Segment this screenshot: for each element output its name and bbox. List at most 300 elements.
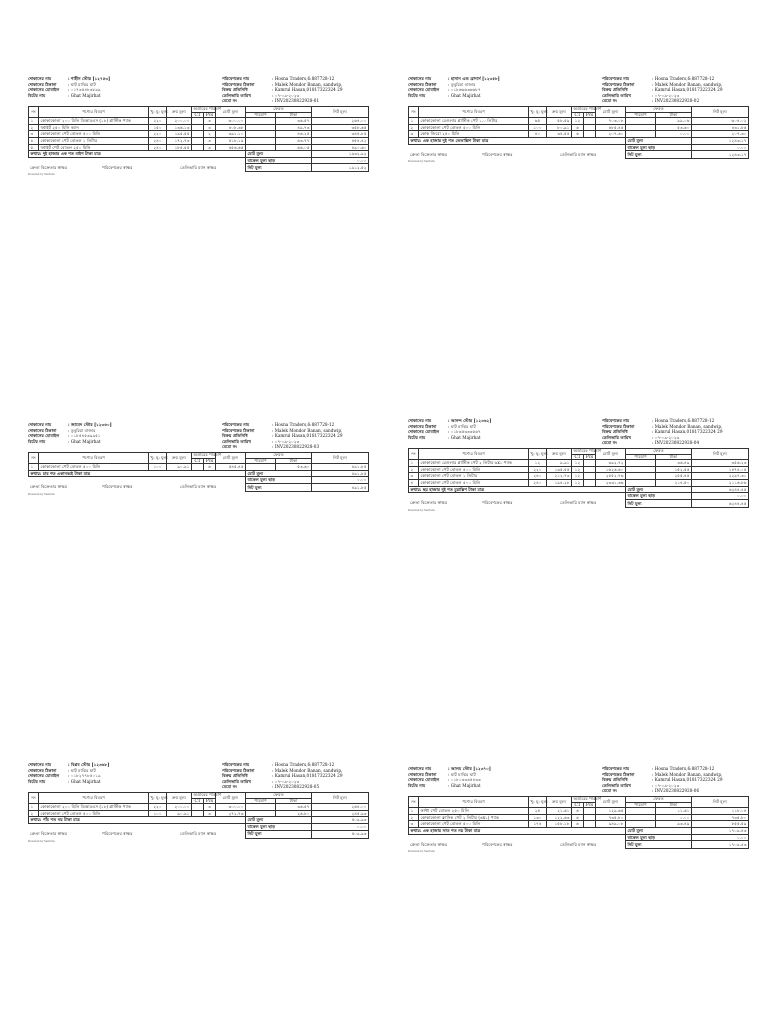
shop-name-value: : জাবেদ স্টোর [১২৩৬০] [68,422,112,427]
sales-rep-label: বিক্রয় প্রতিনিধি [222,87,248,93]
col-header-ctn: CT [192,112,204,118]
col-header-return-amount: টাকা [276,458,312,464]
item-sl: ৪ [29,137,39,144]
words-row [409,486,749,493]
item-ctn [192,118,204,125]
item-net: ৭৩৫.৮০ [692,814,749,821]
item-mrp: ২৪০ [149,137,167,144]
item-rate: ৫৮.৫৯ [547,118,572,125]
shop-name-value: : শাহীন স্টোর [১২৭৫৩] [68,76,111,81]
shop-address-label: দোকানের ঠিকানা [28,81,57,87]
distributor-info [602,76,748,104]
item-net: ৩৫৬.২৩ [692,460,749,467]
item-name: কোক জিরো ২৫০ মিলি [419,131,529,138]
footer-note: Powered by Ventura [28,839,55,843]
invoice-slip [28,762,368,843]
shop-phone-label: দোকানের মোবাইল [408,429,440,435]
col-header-return: ফেরত [626,107,692,113]
col-header-sl: নং [409,449,419,460]
item-net: ২১১৬.৮৬ [692,479,749,486]
item-pcs [584,118,596,125]
memo-number-label: মেমো নং [222,784,238,790]
item-ctn: ৬ [572,808,584,815]
invoice-header [408,418,748,448]
discount-row [29,823,369,830]
route-name-row [408,435,573,441]
item-ctn: ৬ [572,814,584,821]
discount-row [29,477,369,484]
item-return-amount: ৩৬.৪৯ [656,460,692,467]
item-name: কোকাকোলা রেগুলার প্লাস্টিক পেট ১.০ লিটার [419,118,529,125]
table-row [409,821,749,828]
route-name-row [28,779,193,785]
item-total: ৩০০.০০ [216,804,246,811]
total-label: মোট মূল্য [626,827,692,834]
col-header-net: নিট মূল্য [312,453,369,464]
words-row [29,470,369,477]
shop-phone-value: : ০১৮১৩৩৩৫৪৩৩ [448,777,481,783]
item-pcs: ২ [204,131,216,138]
shop-address-label: দোকানের ঠিকানা [28,427,57,433]
shop-info [28,422,193,444]
invoice-header [408,76,748,106]
distributor-name-label: পরিবেশকের নাম [602,766,630,771]
col-header-mrp: খু: মূ: মূল্য [529,107,547,118]
sales-rep-value: : Kamrul Hasan,01817322324 29 [652,429,723,435]
item-return-qty [246,144,276,151]
invoice-slip [408,766,748,854]
amount-in-words [29,151,246,158]
discount-value: ০.০০ [312,157,369,164]
col-header-return-amount: টাকা [276,798,312,804]
col-header-total: মোট মূল্য [596,797,626,808]
item-rate: ১৫৮.১৮ [547,821,572,828]
item-net: ২০৭.৩০ [692,131,749,138]
item-net: ৪৯১.৮৫ [312,464,369,471]
memo-number-label: মেমো নং [222,444,238,450]
item-ctn [192,137,204,144]
net-total-row [409,499,749,507]
item-total: ৩০০.০০ [216,118,246,125]
item-ctn: ১২ [572,118,584,125]
distributor-info [222,76,368,104]
col-header-product: পণ্যের বিবরণ [419,107,529,118]
item-total: ৭৩৫.৮০ [596,814,626,821]
shop-name-label: দোকানের নাম [28,76,52,81]
delivery-date-value: : ০৭-০৯-২০২৩ [652,782,680,788]
total-value: ৫০৯.৯৩ [312,817,369,824]
item-return-amount: ১৫২.৫৫ [656,466,692,473]
sales-rep-label: বিক্রয় প্রতিনিধি [602,777,628,783]
net-total-row [29,164,369,172]
shop-address-label: দোকানের ঠিকানা [408,771,437,777]
col-header-order-qty: অর্ডারের পরিমাণ [573,796,602,802]
item-total: ৩৯১.১০ [216,131,246,138]
col-header-product: পণ্যের বিবরণ [39,793,149,804]
item-mrp: ৬৫ [529,118,547,125]
total-label: মোট মূল্য [246,151,312,158]
discount-label: বাকেল মূল্য ছাড় [246,477,312,484]
signatures [410,500,624,507]
items-table [408,106,749,159]
item-total: ৫৪৫.৪৫ [216,464,246,471]
total-label: মোট মূল্য [626,137,692,144]
item-name: কোকাকোলা পেট বোতল ৫০০ মিলি [419,124,529,131]
table-row [29,137,369,144]
buyer-signature-label: ক্রেতা বিক্রেতার স্বাক্ষর [410,841,448,847]
item-return-amount: ১১.৬১ [656,808,692,815]
col-header-return-qty: পরিমাণ [246,798,276,804]
blank-cell [29,477,246,484]
item-mrp: ২৪০ [149,144,167,151]
col-header-total: মোট মূল্য [216,107,246,118]
distributor-address-label: পরিবেশকের ঠিকানা [222,81,255,87]
item-mrp: ২২০ [149,131,167,138]
route-name-row [408,93,573,99]
item-mrp: ১৩০ [529,814,547,821]
route-name-row [28,93,193,99]
col-header-mrp: খু: মূ: মূল্য [149,107,167,118]
item-rate: ৩৪.৫৫ [547,131,572,138]
col-header-product: পণ্যের বিবরণ [419,449,529,460]
item-return-amount: ০.০০ [656,131,692,138]
delivery-date-value: : ০৭-০৯-২০২৩ [652,434,680,440]
shop-address-value: : ডুবুরিয়া বাজার [448,81,476,87]
distributor-signature-label: পরিবেশকের স্বাক্ষর [102,484,133,490]
item-return-amount: ৪৯.৭৩ [276,124,312,131]
distributor-info [602,418,748,446]
item-net: ২৬৪.০০ [312,804,369,811]
net-total-label: নিট মূল্য [246,483,312,491]
distributor-address-value: : Malek Mondor Banan, sandwip, [272,81,343,87]
item-total: ৯৪৯.০৮ [596,821,626,828]
shop-address-value: : ঘাট মাঝির ঘাট [68,767,96,773]
route-name-label: বিটের নাম [408,434,426,440]
shop-phone-value: : ০১৮২৭৭৮৫০১৯ [68,773,101,779]
item-ctn [192,131,204,138]
sales-rep-label: বিক্রয় প্রতিনিধি [222,433,248,439]
shop-address-label: দোকানের ঠিকানা [408,81,437,87]
item-total: ৩৯২.৭২ [596,460,626,467]
delivery-signature-label: ডেলিভারি ম্যান স্বাক্ষর [180,831,217,837]
item-name: কোকাকোলা পেট বোতল ১ লিটার [419,473,529,480]
delivery-signature-label: ডেলিভারি ম্যান স্বাক্ষর [560,841,597,847]
memo-number-row [222,444,368,450]
item-name: কোকাকোলা ২০০ মিলি ডিআরএস (১৮) প্লাস্টিক প্যাক [39,804,149,811]
total-value: ১৭০৯.৪৩ [692,827,749,834]
footer-note: Powered by Ventura [28,173,55,177]
item-return-qty [246,137,276,144]
col-header-return-qty: পরিমাণ [626,112,656,118]
col-header-return: ফেরত [246,107,312,113]
amount-in-words [409,486,626,493]
col-header-net: নিট মূল্য [692,107,749,118]
item-sl: ১ [29,804,39,811]
item-name: কোকাকোলা পেট বোতল ৫০০ মিলি [39,810,149,817]
distributor-name-label: পরিবেশকের নাম [222,76,250,81]
item-return-amount: ৯৩.৪৯ [656,821,692,828]
item-name: কোকাকোলা রেগুলার প্লাস্টিক পেট ২ লিটার ৬x১ প্যাক [419,460,529,467]
item-return-qty [246,124,276,131]
memo-number-row [602,98,748,104]
memo-number-label: মেমো নং [602,98,618,104]
discount-label: বাকেল মূল্য ছাড় [626,144,692,151]
blank-cell [409,834,626,841]
sales-rep-value: : Kamrul Hasan,01817322324 29 [272,433,343,439]
item-mrp: ১০০ [149,464,167,471]
item-total: ৫৫৬.৬৫ [216,144,246,151]
discount-value: ০.০০ [692,834,749,841]
item-name: কোকাকোলা পেট বোতল ৫০০ মিলি [39,464,149,471]
amount-in-words [409,827,626,834]
item-rate: ৯০.৯১ [167,810,192,817]
shop-name-label: দোকানের নাম [28,762,52,767]
item-rate: ৯.৯১ [547,460,572,467]
items-table [28,106,369,172]
distributor-address-label: পরিবেশকের ঠিকানা [602,423,635,429]
delivery-date-label: ডেলিভারি তারিখ [222,92,252,98]
item-ctn [192,804,204,811]
words-row [409,827,749,834]
item-sl: ২ [409,814,419,821]
col-header-product: পণ্যের বিবরণ [39,107,149,118]
table-row [409,124,749,131]
item-mrp: ২৪০ [529,473,547,480]
sales-rep-value: : Kamrul Hasan,01817322324 29 [272,87,343,93]
col-header-pcs: Pcs [584,454,596,460]
memo-number-row [222,784,368,790]
item-sl: ২ [409,124,419,131]
distributor-signature-label: পরিবেশকের স্বাক্ষর [102,164,133,170]
item-rate: ১৯৪.২৮ [547,479,572,486]
item-rate: ১৩৬.১৩ [167,124,192,131]
net-total-value: ১২৪৩.১৭ [692,151,749,159]
item-name: কোকাকোলা পেট বোতল ৫০০ মিলি [39,131,149,138]
item-rate: ৯০.৯১ [167,464,192,471]
net-total-row [409,841,749,849]
item-net: ২২৯৭.৩১ [692,473,749,480]
discount-value: ০.০০ [692,144,749,151]
shop-info [408,76,573,98]
col-header-sl: নং [409,797,419,808]
item-return-qty [626,808,656,815]
buyer-signature-label: ক্রেতা বিক্রেতার স্বাক্ষর [410,151,448,157]
distributor-address-value: : Malek Mondor Banan, sandwip, [652,423,723,429]
route-name-value: : Ghat Majirhat [448,92,481,98]
col-header-return: ফেরত [626,449,692,455]
item-pcs: ৩ [204,118,216,125]
col-header-return: ফেরত [626,797,692,803]
item-rate: ২০০.০০ [167,118,192,125]
memo-number-row [602,440,748,446]
footer-note: Powered by Ventura [408,508,435,512]
item-mrp: ২২০ [529,466,547,473]
buyer-signature-label: ক্রেতা বিক্রেতার স্বাক্ষর [30,484,68,490]
item-net: ১৪৭৪.০৫ [692,466,749,473]
memo-number-value: : INV20230822928-06 [652,788,700,794]
discount-row [409,493,749,500]
item-sl: ১ [29,118,39,125]
route-name-value: : Ghat Majirhat [68,438,101,444]
item-net: ৪৫৪.৪২ [312,137,369,144]
net-total-value: ৪৯১.৮৫ [312,483,369,491]
net-total-value: ১৭০৯.৪৩ [692,841,749,849]
item-ctn: ৬ [572,131,584,138]
item-net: ৩৫৮.৬৫ [312,124,369,131]
invoice-slip [408,76,748,164]
col-header-sl: নং [29,107,39,118]
col-header-order-qty: অর্ডারের পরিমাণ [573,448,602,454]
item-sl: ৩ [409,821,419,828]
route-name-label: বিটের নাম [28,92,46,98]
in-words-value: পাঁচ শত নয় টাকা মাত্র [42,817,80,823]
in-words-label: কথায়: [410,828,422,834]
in-words-value: এক হাজার দুই শত তেতাল্লিশ টাকা মাত্র [422,138,489,144]
sales-rep-label: বিক্রয় প্রতিনিধি [602,87,628,93]
net-total-label: নিট মূল্য [626,499,692,507]
total-value: ৬২৪৪.৪৫ [692,486,749,493]
discount-label: বাকেল মূল্য ছাড় [246,157,312,164]
item-total: ৭০৩.০৮ [596,118,626,125]
item-net: ৬০৪.০২ [692,118,749,125]
table-row [409,808,749,815]
invoice-header [28,762,368,792]
col-header-rate: ক্রয় মূল্য [547,797,572,808]
item-return-qty [246,118,276,125]
item-total: ২৭২.৭৩ [216,810,246,817]
shop-info [28,762,193,784]
col-header-ctn: CT [192,458,204,464]
shop-name-label: দোকানের নাম [408,766,432,771]
shop-address-value: : ঘাট মাঝির ঘাট [448,771,476,777]
item-mrp: ২২০ [149,804,167,811]
item-return-qty [246,131,276,138]
item-ctn [192,124,204,131]
total-label: মোট মূল্য [246,470,312,477]
item-rate: ৮০.৯১ [547,124,572,131]
delivery-date-label: ডেলিভারি তারিখ [602,92,632,98]
col-header-return: ফেরত [246,793,312,799]
sales-rep-label: বিক্রয় প্রতিনিধি [222,773,248,779]
table-row [29,810,369,817]
memo-number-value: : INV20230822928-04 [652,440,700,446]
route-name-value: : Ghat Majirhat [68,92,101,98]
item-name: স্প্রাইট ২৫০ মিলি ক্যান [39,124,149,131]
distributor-info [602,766,748,794]
signature-line [409,151,626,159]
delivery-signature-label: ডেলিভারি ম্যান স্বাক্ষর [560,151,597,157]
item-sl: ১ [409,118,419,125]
col-header-order-qty: অর্ডারের পরিমাণ [573,106,602,112]
sales-rep-label: বিক্রয় প্রতিনিধি [602,429,628,435]
item-return-amount: ৪৬.২৫ [276,131,312,138]
col-header-return: ফেরত [246,453,312,459]
item-return-qty [626,473,656,480]
signature-line [409,841,626,849]
item-return-amount: ২১৪.৫০ [656,479,692,486]
item-rate: ১৯৫.৫৫ [167,131,192,138]
memo-number-value: : INV20230822928-03 [272,444,320,450]
col-header-order-qty: অর্ডারের পরিমাণ [193,792,222,798]
total-value: ১২৪৩.১৭ [692,137,749,144]
delivery-date-label: ডেলিভারি তারিখ [602,434,632,440]
table-row [409,473,749,480]
col-header-sl: নং [29,793,39,804]
shop-name-value: : আনন্দ স্টোর [১২৩৬২] [448,418,492,423]
signatures [30,831,244,838]
col-header-sl: নং [29,453,39,464]
table-row [409,460,749,467]
col-header-return-qty: পরিমাণ [626,802,656,808]
memo-number-label: মেমো নং [222,98,238,104]
item-mrp: ১২ [529,460,547,467]
net-total-row [29,830,369,838]
col-header-net: নিট মূল্য [692,797,749,808]
col-header-pcs: Pcs [204,112,216,118]
item-return-amount: ৩৬.৫৭ [276,804,312,811]
item-return-amount: ৩৬.৫৭ [276,118,312,125]
col-header-product: পণ্যের বিবরণ [419,797,529,808]
invoice-header [28,76,368,106]
buyer-signature-label: ক্রেতা বিক্রেতার স্বাক্ষর [30,164,68,170]
items-table [408,796,749,849]
footer-note: Powered by Ventura [408,160,435,164]
item-net: ৮৫৫.৫৯ [692,821,749,828]
distributor-name-label: পরিবেশকের নাম [222,762,250,767]
footer-note: Powered by Ventura [408,850,435,854]
table-row [409,131,749,138]
item-pcs [584,821,596,828]
signature-line [409,499,626,507]
net-total-row [409,151,749,159]
discount-value: ০.০০ [312,477,369,484]
item-pcs [584,814,596,821]
item-net: ৪৯০.৬০ [312,144,369,151]
item-sl: ৪ [409,479,419,486]
discount-label: বাকেল মূল্য ছাড় [246,823,312,830]
item-return-amount: ৬৩.৭৭ [276,137,312,144]
item-total: ৪০৮.৩৮ [216,124,246,131]
amount-in-words [29,470,246,477]
delivery-date-label: ডেলিভারি তারিখ [222,778,252,784]
shop-phone-label: দোকানের মোবাইল [408,87,440,93]
item-return-qty [626,466,656,473]
invoice-header [28,422,368,452]
item-rate: ২১.৬১ [547,808,572,815]
in-words-label: কথায়: [30,151,42,157]
memo-number-value: : INV20230822928-05 [272,784,320,790]
invoice-slip [28,422,368,496]
distributor-name-label: পরিবেশকের নাম [222,422,250,427]
in-words-label: কথায়: [30,817,42,823]
signatures [30,165,244,172]
col-header-total: মোট মূল্য [596,107,626,118]
shop-name-label: দোকানের নাম [28,422,52,427]
shop-info [28,76,193,98]
col-header-return-amount: টাকা [656,802,692,808]
item-mrp: ২৫ [529,808,547,815]
delivery-signature-label: ডেলিভারি ম্যান স্বাক্ষর [560,500,597,506]
item-pcs: ৩ [204,137,216,144]
distributor-address-value: : Malek Mondor Banan, sandwip, [272,427,343,433]
col-header-rate: ক্রয় মূল্য [167,793,192,804]
invoice-slip [28,76,368,177]
discount-row [29,157,369,164]
item-net: ১১৮.০৪ [692,808,749,815]
blank-cell [29,157,246,164]
item-total: ৪৮৫.৪৫ [596,124,626,131]
buyer-signature-label: ক্রেতা বিক্রেতার স্বাক্ষর [30,831,68,837]
